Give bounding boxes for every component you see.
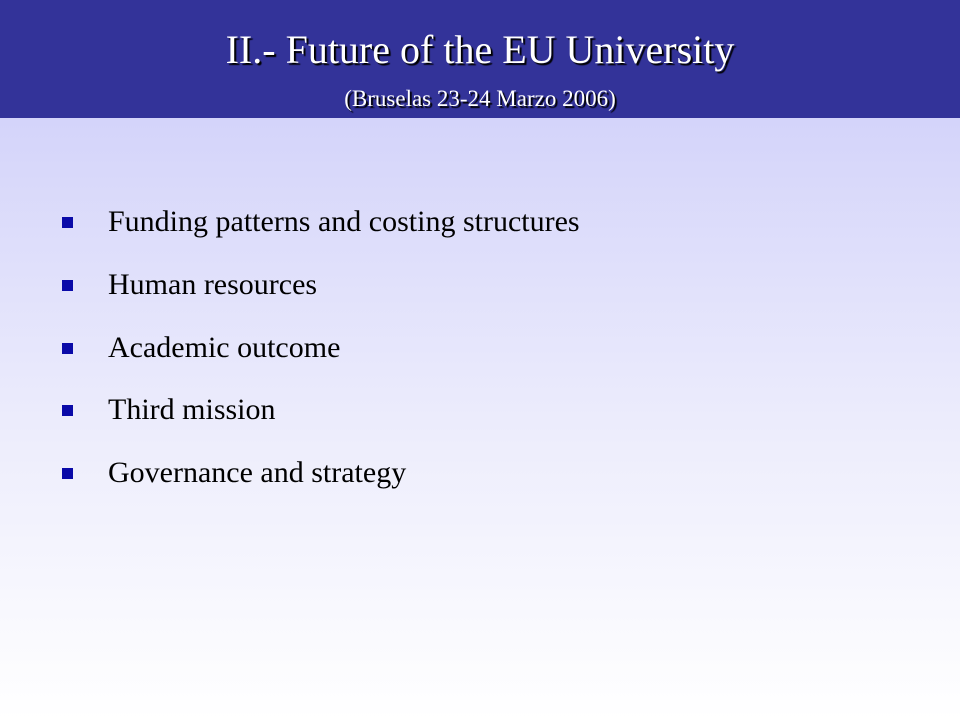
square-bullet-icon bbox=[62, 217, 73, 228]
bullet-item-funding bbox=[58, 202, 580, 242]
bullet-text: Governance and strategy bbox=[108, 456, 407, 489]
slide-subtitle: (Bruselas 23-24 Marzo 2006) bbox=[344, 86, 616, 111]
square-bullet-icon bbox=[62, 280, 73, 291]
square-bullet-icon bbox=[62, 343, 73, 354]
square-bullet-icon bbox=[62, 468, 73, 479]
square-bullet-icon bbox=[62, 405, 73, 416]
bullet-text: Human resources bbox=[108, 268, 318, 301]
bullet-text: Funding patterns and costing structures bbox=[108, 205, 580, 238]
bullet-text: Academic outcome bbox=[108, 331, 341, 364]
bullet-item-human-resources bbox=[58, 265, 317, 305]
bullet-item-third-mission bbox=[58, 390, 276, 430]
slide-title: II.- Future of the EU University bbox=[225, 27, 735, 72]
bullet-item-academic-outcome bbox=[58, 328, 340, 368]
bullet-text: Third mission bbox=[108, 393, 276, 426]
bullet-item-governance bbox=[58, 453, 406, 493]
